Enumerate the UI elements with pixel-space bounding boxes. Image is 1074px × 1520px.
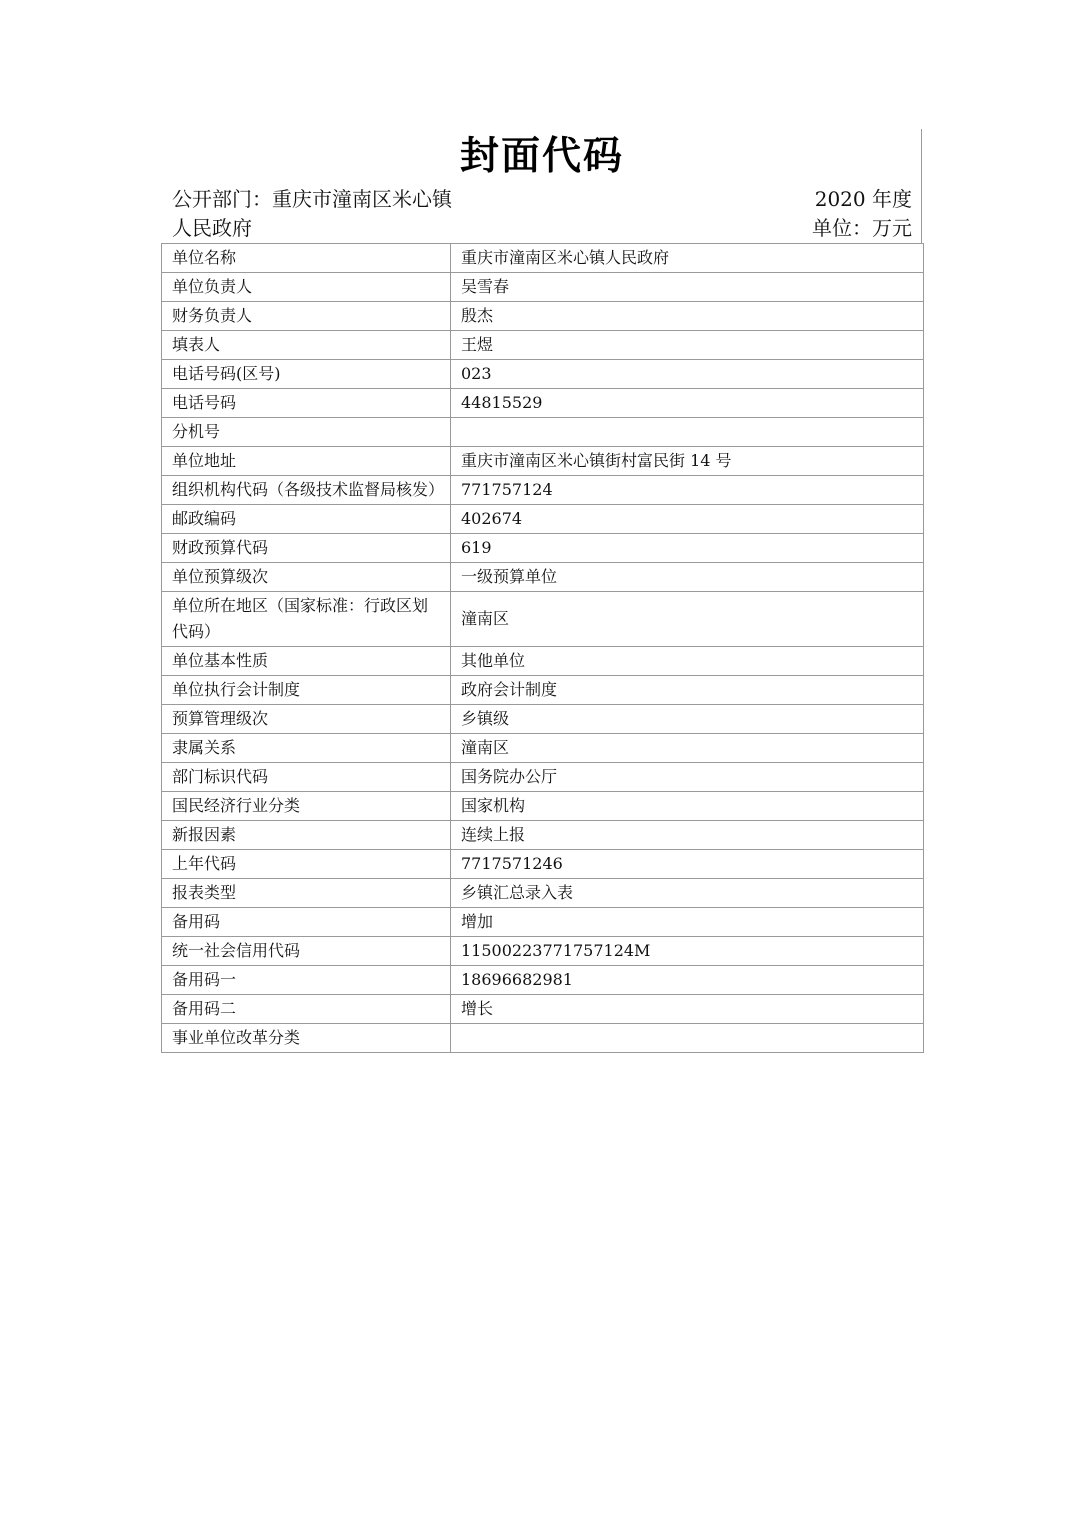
- row-label: 邮政编码: [162, 505, 451, 534]
- row-label: 组织机构代码（各级技术监督局核发）: [162, 476, 451, 505]
- row-value: 政府会计制度: [451, 676, 924, 705]
- table-row: [162, 821, 924, 850]
- row-value: 402674: [451, 505, 924, 534]
- row-label: 单位基本性质: [162, 647, 451, 676]
- row-label: 电话号码: [162, 389, 451, 418]
- row-value: 乡镇级: [451, 705, 924, 734]
- table-row: [162, 647, 924, 676]
- row-label: 填表人: [162, 331, 451, 360]
- table-row: [162, 360, 924, 389]
- row-value: 一级预算单位: [451, 563, 924, 592]
- table-row: [162, 850, 924, 879]
- table-row: [162, 1024, 924, 1053]
- row-label: 国民经济行业分类: [162, 792, 451, 821]
- row-value: 国家机构: [451, 792, 924, 821]
- row-value: 增长: [451, 995, 924, 1024]
- row-label: 分机号: [162, 418, 451, 447]
- row-label: 统一社会信用代码: [162, 937, 451, 966]
- row-value: 乡镇汇总录入表: [451, 879, 924, 908]
- row-value: 619: [451, 534, 924, 563]
- row-label: 单位名称: [162, 244, 451, 273]
- row-label: 备用码: [162, 908, 451, 937]
- row-value: 44815529: [451, 389, 924, 418]
- table-row: [162, 447, 924, 476]
- table-row: [162, 389, 924, 418]
- table-row: [162, 763, 924, 792]
- table-row: [162, 995, 924, 1024]
- table-row: [162, 908, 924, 937]
- currency-unit: 单位：万元: [812, 216, 912, 240]
- row-label: 单位执行会计制度: [162, 676, 451, 705]
- row-value: 增加: [451, 908, 924, 937]
- cover-code-sheet: [161, 129, 923, 1053]
- header-meta: [161, 185, 923, 243]
- row-value: 连续上报: [451, 821, 924, 850]
- row-label: 备用码二: [162, 995, 451, 1024]
- row-label: 单位预算级次: [162, 563, 451, 592]
- row-label: 隶属关系: [162, 734, 451, 763]
- row-value: 潼南区: [451, 734, 924, 763]
- cover-code-table: [161, 243, 924, 1053]
- table-row: [162, 792, 924, 821]
- table-row: [162, 302, 924, 331]
- row-value: 其他单位: [451, 647, 924, 676]
- table-row: [162, 592, 924, 647]
- table-row: [162, 331, 924, 360]
- row-label: 财政预算代码: [162, 534, 451, 563]
- table-row: [162, 476, 924, 505]
- table-row: [162, 563, 924, 592]
- header-right: [812, 185, 912, 243]
- row-label: 单位地址: [162, 447, 451, 476]
- fiscal-year: 2020 年度: [814, 187, 912, 211]
- table-row: [162, 505, 924, 534]
- row-value: 7717571246: [451, 850, 924, 879]
- row-value: 吴雪春: [451, 273, 924, 302]
- row-label: 上年代码: [162, 850, 451, 879]
- row-value: [451, 1024, 924, 1053]
- row-value: 重庆市潼南区米心镇人民政府: [451, 244, 924, 273]
- row-value: 023: [451, 360, 924, 389]
- row-label: 事业单位改革分类: [162, 1024, 451, 1053]
- table-row: [162, 273, 924, 302]
- table-row: [162, 734, 924, 763]
- row-value: 重庆市潼南区米心镇街村富民街 14 号: [451, 447, 924, 476]
- row-label: 预算管理级次: [162, 705, 451, 734]
- table-row: [162, 879, 924, 908]
- table-row: [162, 534, 924, 563]
- row-value: 国务院办公厅: [451, 763, 924, 792]
- table-row: [162, 418, 924, 447]
- row-value: 771757124: [451, 476, 924, 505]
- table-row: [162, 966, 924, 995]
- row-label: 财务负责人: [162, 302, 451, 331]
- row-value: [451, 418, 924, 447]
- table-row: [162, 937, 924, 966]
- table-row: [162, 676, 924, 705]
- table-row: [162, 705, 924, 734]
- page-title: 封面代码: [459, 134, 624, 179]
- row-label: 电话号码(区号): [162, 360, 451, 389]
- row-value: 潼南区: [451, 592, 924, 647]
- row-value: 18696682981: [451, 966, 924, 995]
- row-label: 部门标识代码: [162, 763, 451, 792]
- table-body: [162, 244, 924, 1053]
- row-label: 单位所在地区（国家标准：行政区划代码）: [162, 592, 451, 647]
- row-value: 11500223771757124M: [451, 937, 924, 966]
- table-row: [162, 244, 924, 273]
- row-label: 报表类型: [162, 879, 451, 908]
- row-label: 新报因素: [162, 821, 451, 850]
- row-value: 王煜: [451, 331, 924, 360]
- department-label: 公开部门：重庆市潼南区米心镇人民政府: [172, 187, 452, 240]
- row-value: 殷杰: [451, 302, 924, 331]
- row-label: 备用码一: [162, 966, 451, 995]
- row-label: 单位负责人: [162, 273, 451, 302]
